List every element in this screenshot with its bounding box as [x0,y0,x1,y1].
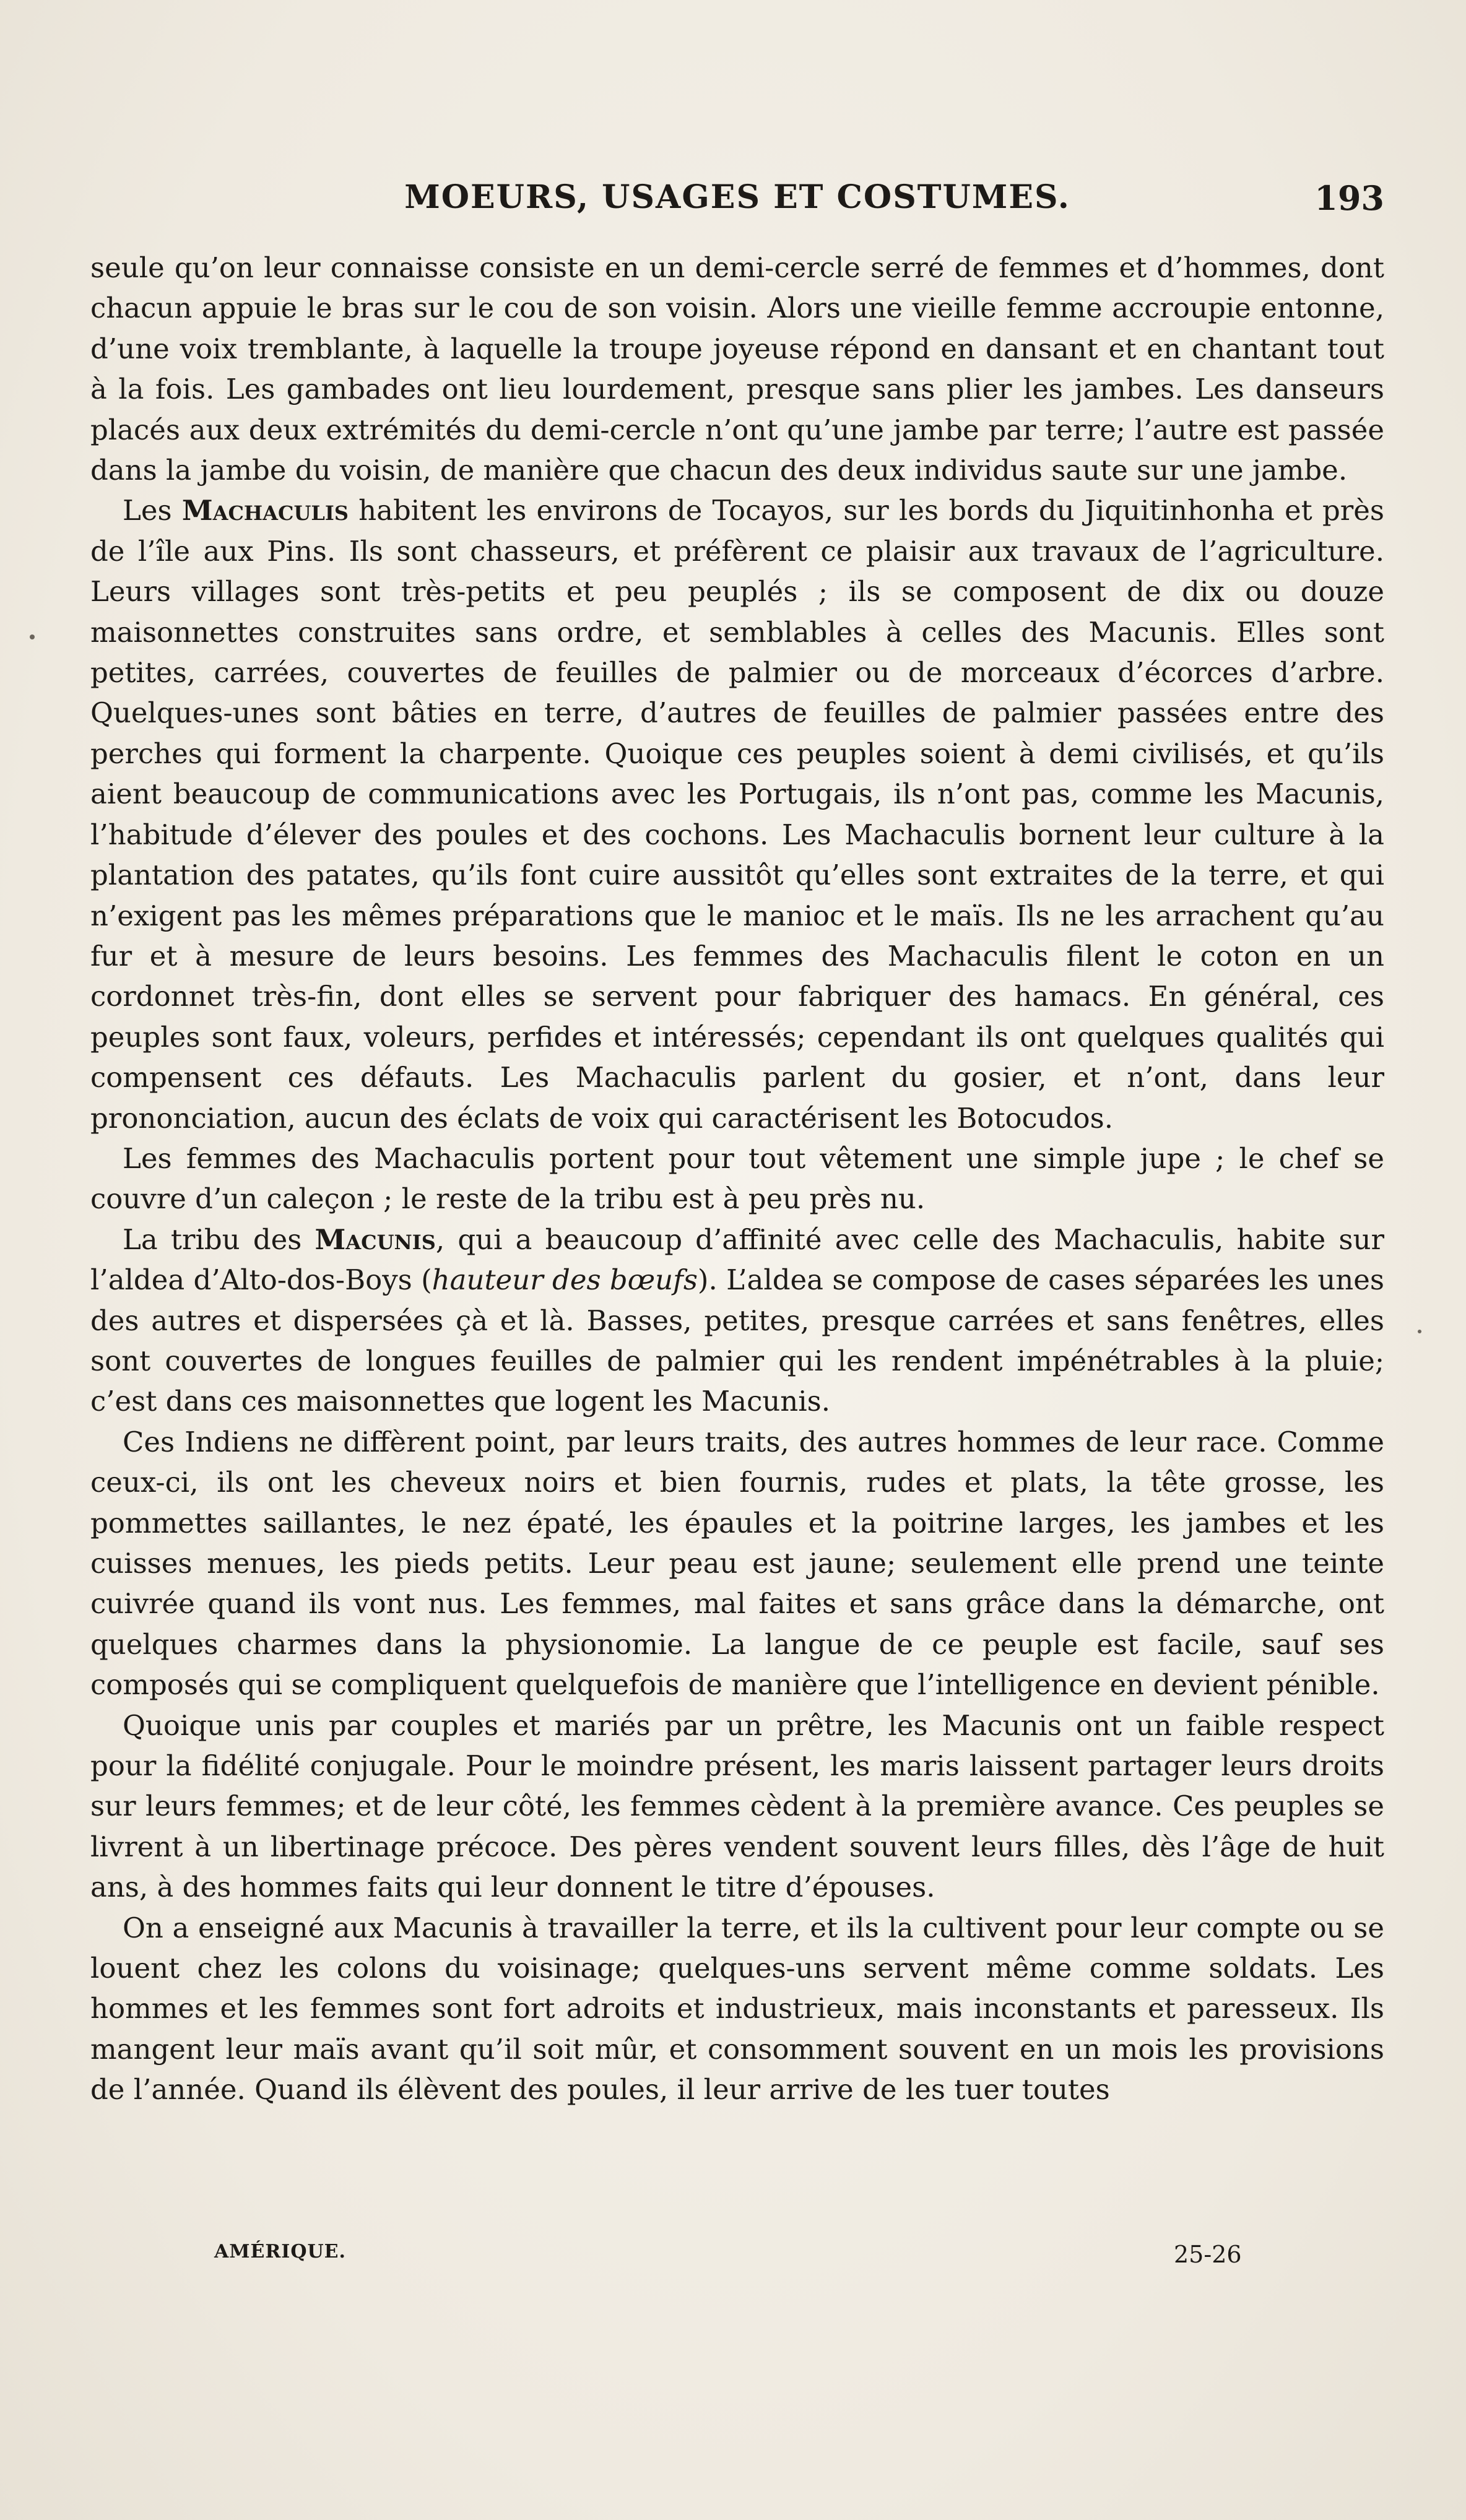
paragraph [90,1908,1384,2110]
text-run: Ces Indiens ne diffèrent point, par leurs traits, des autres hommes de leur race. Comme ceux-ci, ils ont les cheveux noirs et bien fournis, rudes et plats, la tête grosse, les pommettes saillantes, le nez épaté, les épaules et la poitrine larges, les jambes et les cuisses menues, les pieds petits. Leur peau est jaune; seulement elle prend une teinte cuivrée quand ils vont nus. Les femmes, mal faites et sans grâce dans la démarche, ont quelques charmes dans la physionomie. La langue de ce peuple est facile, sauf ses composés qui se compliquent quelquefois de manière que l’intelligence en devient pénible. [90,1425,1384,1702]
paragraph [90,1705,1384,1908]
small-caps-name: Machaculis [181,494,349,527]
page-number: 193 [1314,178,1384,218]
text-run: , qui a beaucoup d’affinité avec celle des Machaculis, habite sur l’aldea d’Alto-dos-Boys ( [90,1223,1384,1297]
text-run: Les femmes des Machaculis portent pour tout vêtement une simple jupe ; le chef se couvre d’un caleçon ; le reste de la tribu est à peu près nu. [90,1141,1384,1216]
italic-text: hauteur des bœufs [432,1263,698,1297]
signature-mark: AMÉRIQUE. [214,2241,346,2262]
text-run: On a enseigné aux Macunis à travailler la terre, et ils la cultivent pour leur compte ou se louent chez les colons du voisinage; quelques-uns servent même comme soldats. Les hommes et les femmes sont fort adroits et industrieux, mais inconstants et paresseux. Ils mangent leur maïs avant qu’il soit mûr, et consomment souvent en un mois les provisions de l’année. Quand ils élèvent des poules, il leur arrive de les tuer toutes [90,1911,1384,2106]
paragraph [90,490,1384,1138]
paragraph [90,1422,1384,1705]
text-run: ). L’aldea se compose de cases séparées les unes des autres et dispersées çà et là. Basses, petites, presque carrées et sans fenêtres, elles sont couvertes de longues feuilles de palmier qui les rendent impénétrables à la pluie; c’est dans ces maisonnettes que logent les Macunis. [90,1263,1384,1418]
text-run: Les [123,494,182,527]
text-run: seule qu’on leur connaisse consiste en un demi-cercle serré de femmes et d’hommes, dont chacun appuie le bras sur le cou de son voisin. Alors une vieille femme accroupie entonne, d’une voix tremblante, à laquelle la troupe joyeuse répond en dansant et en chantant tout à la fois. Les gambades ont lieu lourdement, presque sans plier les jambes. Les danseurs placés aux deux extrémités du demi-cercle n’ont qu’une jambe par terre; l’autre est passée dans la jambe du voisin, de manière que chacun des deux individus saute sur une jambe. [90,251,1384,487]
text-run: Quoique unis par couples et mariés par un prêtre, les Macunis ont un faible respect pour la fidélité conjugale. Pour le moindre présent, les maris laissent partager leurs droits sur leurs femmes; et de leur côté, les femmes cèdent à la première avance. Ces peuples se livrent à un libertinage précoce. Des pères vendent souvent leurs filles, dès l’âge de huit ans, à des hommes faits qui leur donnent le titre d’épouses. [90,1708,1384,1904]
page-header [90,178,1384,228]
margin-mark [30,634,35,639]
paragraph [90,1138,1384,1219]
page-footer [90,2241,1384,2278]
small-caps-name: Macunis [314,1223,436,1256]
text-run: habitent les environs de Tocayos, sur les bords du Jiquitinhonha et près de l’île aux Pins. Ils sont chasseurs, et préfèrent ce plaisir aux travaux de l’agriculture. Leurs villages sont très-petits et peu peuplés ; ils se composent de dix ou douze maisonnettes construites sans ordre, et semblables à celles des Macunis. Elles sont petites, carrées, couvertes de feuilles de palmier ou de morceaux d’écorces d’arbre. Quelques-unes sont bâties en terre, d’autres de feuilles de palmier passées entre des perches qui forment la charpente. Quoique ces peuples soient à demi civilisés, et qu’ils aient beaucoup de communications avec les Portugais, ils n’ont pas, comme les Macunis, l’habitude d’élever des poules et des cochons. Les Machaculis bornent leur culture à la plantation des patates, qu’ils font cuire aussitôt qu’elles sont extraites de la terre, et qui n’exigent pas les mêmes préparations que le manioc et le maïs. Ils ne les arrachent qu’au fur et à mesure de leurs besoins. Les femmes des Machaculis filent le coton en un cordonnet très-fin, dont elles se servent pour fabriquer des hamacs. En général, ces peuples sont faux, voleurs, perfides et intéressés; cependant ils ont quelques qualités qui compensent ces défauts. Les Machaculis parlent du gosier, et n’ont, dans leur prononciation, aucun des éclats de voix qui caractérisent les Botocudos. [90,494,1384,1135]
text-run: La tribu des [123,1223,315,1256]
body-text [90,248,1384,2110]
sheet-number: 25-26 [1174,2241,1242,2268]
running-title: MOEURS, USAGES ET COSTUMES. [404,178,1070,216]
margin-mark [1418,1330,1421,1333]
paragraph [90,248,1384,490]
paragraph [90,1219,1384,1422]
